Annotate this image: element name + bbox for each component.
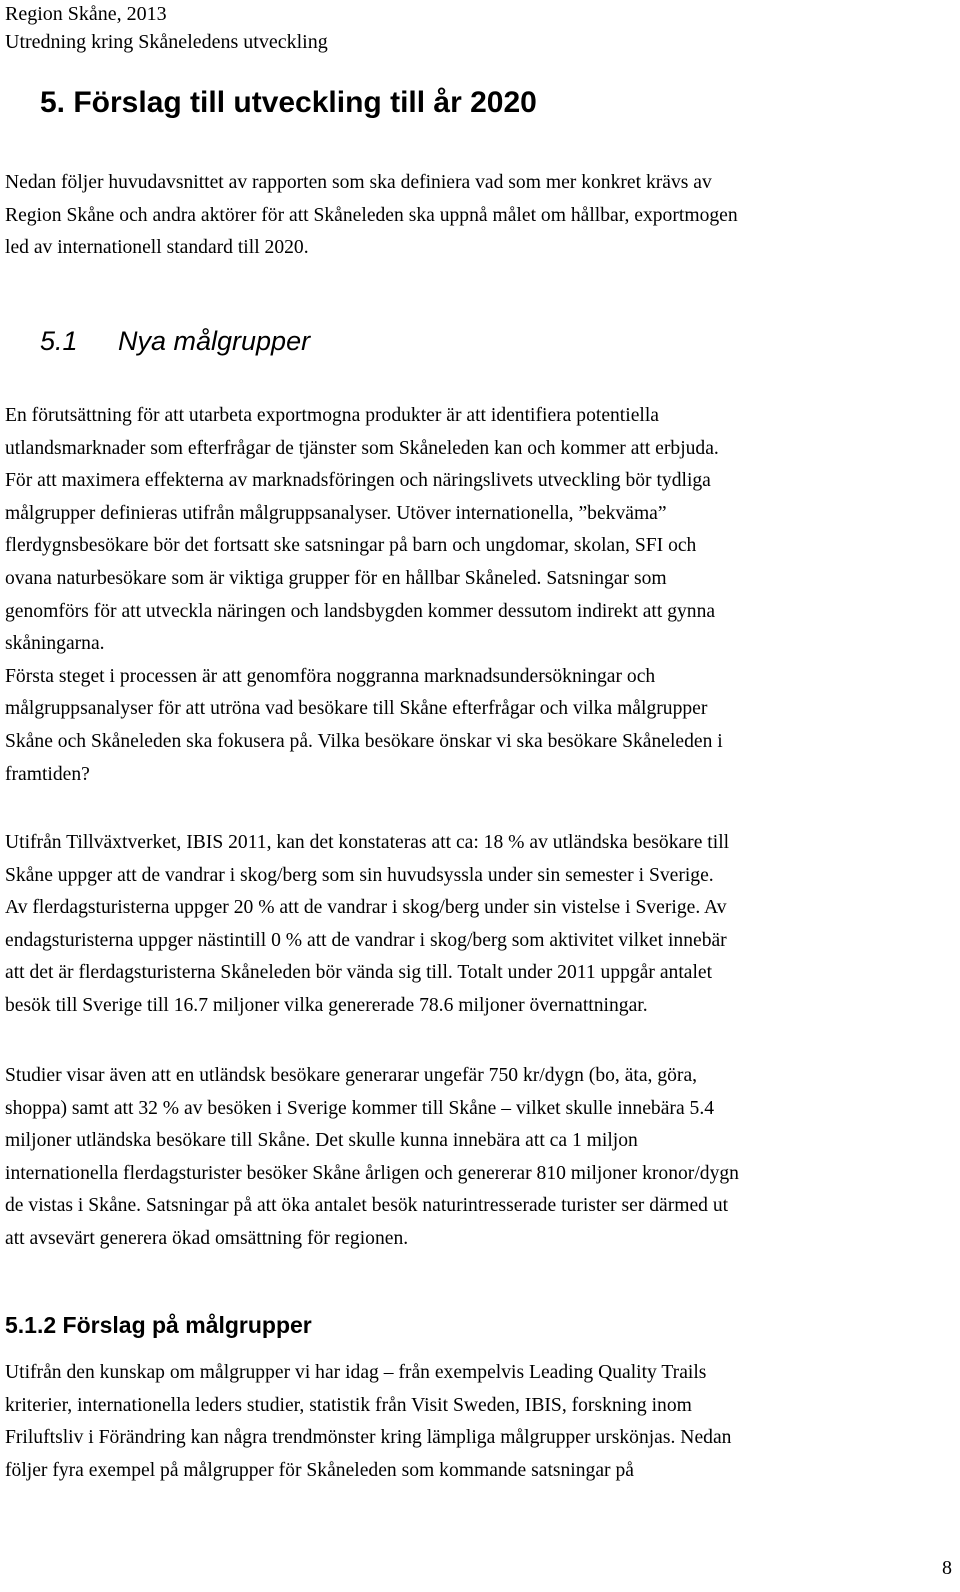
text-line: besök till Sverige till 16.7 miljoner vilka genererade 78.6 miljoner övernattningar. [5,994,648,1016]
body-paragraph [5,400,940,791]
page-number: 8 [942,1557,952,1579]
text-line: Friluftsliv i Förändring kan några trendmönster kring lämpliga målgrupper urskönjas. Nedan [5,1427,732,1449]
body-paragraph [5,827,940,1023]
text-line: Utifrån den kunskap om målgrupper vi har idag – från exempelvis Leading Quality Trails [5,1362,707,1383]
subsection-number: 5.1 [40,326,78,356]
text-line: målgrupper definieras utifrån målgruppsanalyser. Utöver internationella, ”bekväma” [5,502,667,524]
body-paragraph [5,1357,940,1487]
text-line: miljoner utländska besökare till Skåne. Det skulle kunna innebära att ca 1 miljon [5,1130,638,1152]
text-line: ovana naturbesökare som är viktiga grupper för en hållbar Skåneled. Satsningar som [5,567,667,589]
text-line: endagsturisterna uppger nästintill 0 % att de vandrar i skog/berg som aktivitet vilket innebär [5,929,727,951]
page-header [5,0,328,56]
text-line: att det är flerdagsturisterna Skåneleden bör vända sig till. Totalt under 2011 uppgår antalet [5,962,713,984]
text-line: led av internationell standard till 2020. [5,237,309,259]
text-line: genomförs för att utveckla näringen och landsbygden kommer dessutom indirekt att gynna [5,600,716,622]
text-line: de vistas i Skåne. Satsningar på att öka antalet besök naturintresserade turister ser därmed ut [5,1195,729,1217]
text-line: utlandsmarknader som efterfrågar de tjänster som Skåneleden kan och kommer att erbjuda. [5,437,719,459]
text-line: målgruppsanalyser för att utröna vad besökare till Skåne efterfrågar och vilka målgrupper [5,698,708,720]
text-line: Första steget i processen är att genomföra noggranna marknadsundersökningar och [5,665,656,687]
text-line: Utifrån Tillväxtverket, IBIS 2011, kan det konstateras att ca: 18 % av utländska besökare till [5,832,730,853]
header-organization: Region Skåne, 2013 [5,3,167,25]
text-line: En förutsättning för att utarbeta exportmogna produkter är att identifiera potentiella [5,405,659,426]
text-line: Region Skåne och andra aktörer för att Skåneleden ska uppnå målet om hållbar, exportmogen [5,204,738,226]
intro-paragraph [5,167,940,265]
subsection-heading-512: 5.1.2 Förslag på målgrupper [5,1312,312,1338]
subsection-title: Nya målgrupper [118,326,311,356]
text-line: att avsevärt generera ökad omsättning för regionen. [5,1227,409,1249]
body-paragraph [5,1060,940,1256]
text-line: flerdygnsbesökare bör det fortsatt ske satsningar på barn och ungdomar, skolan, SFI och [5,535,697,557]
text-line: Av flerdagsturisterna uppger 20 % att de vandrar i skog/berg under sin vistelse i Sverige. Av [5,897,727,919]
text-line: Skåne uppger att de vandrar i skog/berg som sin huvudsyssla under sin semester i Sverige. [5,864,714,886]
text-line: shoppa) samt att 32 % av besöken i Sverige kommer till Skåne – vilket skulle innebära 5.4 [5,1097,715,1119]
text-line: framtiden? [5,763,90,785]
text-line: För att maximera effekterna av marknadsföringen och näringslivets utveckling bör tydliga [5,470,711,492]
text-line: Nedan följer huvudavsnittet av rapporten som ska definiera vad som mer konkret krävs av [5,172,712,193]
text-line: internationella flerdagsturister besöker Skåne årligen och genererar 810 miljoner kronor/dygn [5,1162,739,1184]
section-heading: 5. Förslag till utveckling till år 2020 [40,86,537,119]
text-line: skåningarna. [5,633,105,655]
header-report-title: Utredning kring Skåneledens utveckling [5,31,328,53]
text-line: Skåne och Skåneleden ska fokusera på. Vilka besökare önskar vi ska besökare Skåneleden i [5,730,723,752]
text-line: Studier visar även att en utländsk besökare generarar ungefär 750 kr/dygn (bo, äta, göra, [5,1065,698,1086]
text-line: kriterier, internationella leders studier, statistik från Visit Sweden, IBIS, forskning inom [5,1394,692,1416]
text-line: följer fyra exempel på målgrupper för Skåneleden som kommande satsningar på [5,1459,634,1481]
subsection-heading [40,319,310,363]
